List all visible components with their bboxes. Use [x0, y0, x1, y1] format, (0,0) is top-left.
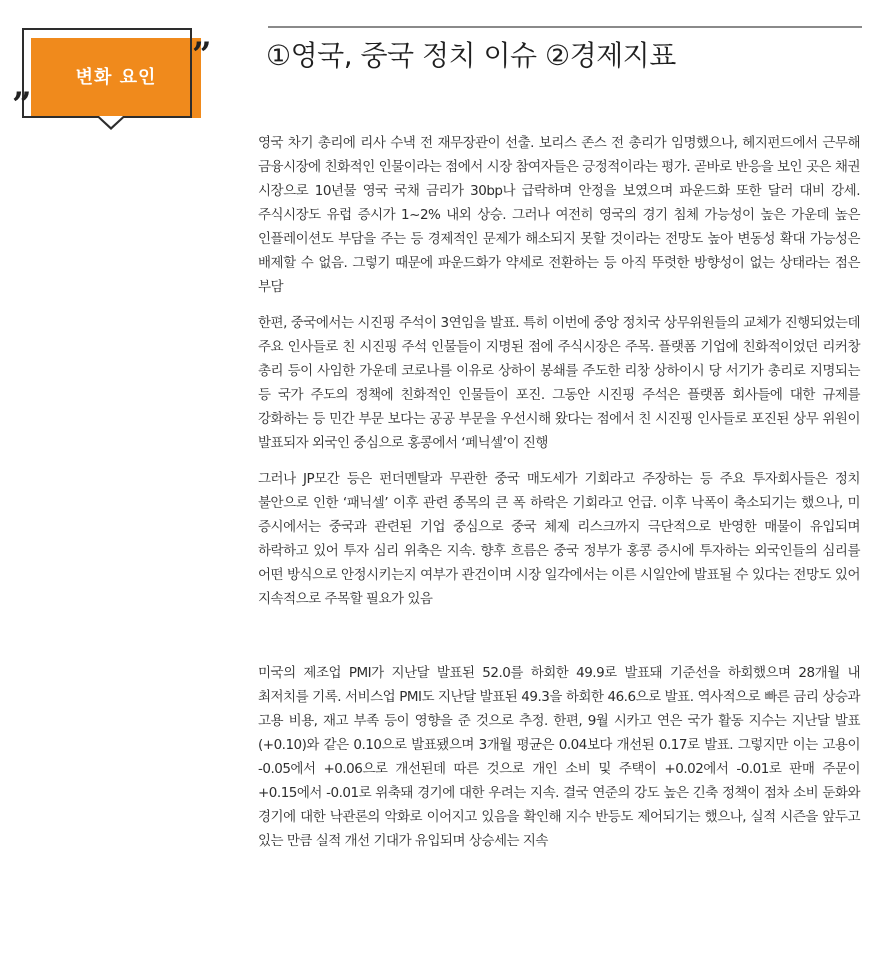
paragraph-economic-indicators: 미국의 제조업 PMI가 지난달 발표된 52.0를 하회한 49.9로 발표돼 기준선을 하회했으며 28개월 내 최저치를 기록. 서비스업 PMI도 지난달 발표된 49.3을 하회한 46.6으로 발표. 역사적으로 빠른 금리 상승과 고용 비용, 재고 부족 등이 영향을 준 것으로 추정. 한편, 9월 시카고 연은 국가 활동 지수는 지난달 발표(+0.10)와 같은 0.10으로 발표됐으며 3개월 평균은 0.04보다 개선된 0.17로 발표. 그렇지만 이는 고용이 -0.05에서 +0.06으로 개선된데 따른 것으로 개인 소비 및 주택이 +0.02에서 -0.01로 판매 주문이 +0.15에서 -0.01로 위축돼 경기에 대한 우려는 지속. 결국 연준의 강도 높은 긴축 정책이 점차 소비 둔화와 경기에 대한 낙관론의 악화로 이어지고 있음을 확인해 지수 반등도 제어되기는 했으나, 실적 시즌을 앞두고 있는 만큼 실적 개선 기대가 유입되며 상승세는 지속	[258, 665, 860, 849]
callout-label: 변화 요인	[75, 67, 157, 88]
quote-mark-close: ”	[192, 35, 212, 75]
paragraph-uk-politics: 영국 차기 총리에 리사 수낵 전 재무장관이 선출. 보리스 존스 전 총리가 임명했으나, 헤지펀드에서 근무해 금융시장에 친화적인 인물이라는 점에서 시장 참여자들은 긍정적이라는 평가. 곧바로 반응을 보인 곳은 채권 시장으로 10년물 영국 국채 금리가 30bp나 급락하며 안정을 보였으며 파운드화 또한 달러 대비 강세. 주식시장도 유럽 증시가 1~2% 내외 상승. 그러나 여전히 영국의 경기 침체 가능성이 높은 가운데 높은 인플레이션도 부담을 주는 등 경제적인 문제가 해소되지 못할 것이라는 전망도 높아 변동성 확대 가능성은 배제할 수 없음. 그렇기 때문에 파운드화가 약세로 전환하는 등 아직 뚜렷한 방향성이 없는 상태라는 점은 부담	[258, 135, 860, 295]
section-callout	[12, 28, 212, 132]
quote-mark-open: ”	[12, 85, 32, 125]
header-divider	[268, 26, 862, 28]
article-body	[258, 131, 860, 865]
paragraph-market-reaction: 그러나 JP모간 등은 펀더멘탈과 무관한 중국 매도세가 기회라고 주장하는 등 주요 투자회사들은 정치 불안으로 인한 ‘패닉셀’ 이후 관련 종목의 큰 폭 하락은 기회라고 언급. 이후 낙폭이 축소되기는 했으나, 미 증시에서는 중국과 관련된 기업 중심으로 중국 체제 리스크까지 극단적으로 반영한 매물이 유입되며 하락하고 있어 투자 심리 위축은 지속. 향후 흐름은 중국 정부가 홍콩 증시에 투자하는 외국인들의 심리를 어떤 방식으로 안정시키는지 여부가 관건이며 시장 일각에서는 이른 시일안에 발표될 수 있다는 전망도 있어 지속적으로 주목할 필요가 있음	[258, 471, 860, 607]
paragraph-china-politics: 한편, 중국에서는 시진핑 주석이 3연임을 발표. 특히 이번에 중앙 정치국 상무위원들의 교체가 진행되었는데 주요 인사들로 친 시진핑 주석 인물들이 지명된 점에 주식시장은 주목. 플랫폼 기업에 친화적이었던 리커창 총리 등이 사임한 가운데 코로나를 이유로 상하이 봉쇄를 주도한 리창 상하이시 당 서기가 총리로 지명되는 등 국가 주도의 정책에 친화적인 인물들이 포진. 그동안 시진핑 주석은 플랫폼 회사들에 대한 규제를 강화하는 등 민간 부문 보다는 공공 부문을 우선시해 왔다는 점에서 친 시진핑 인사들로 포진된 상무 위원이 발표되자 외국인 중심으로 홍콩에서 ‘페닉셀’이 진행	[258, 315, 860, 451]
section-title: ①영국, 중국 정치 이슈 ②경제지표	[266, 39, 676, 72]
